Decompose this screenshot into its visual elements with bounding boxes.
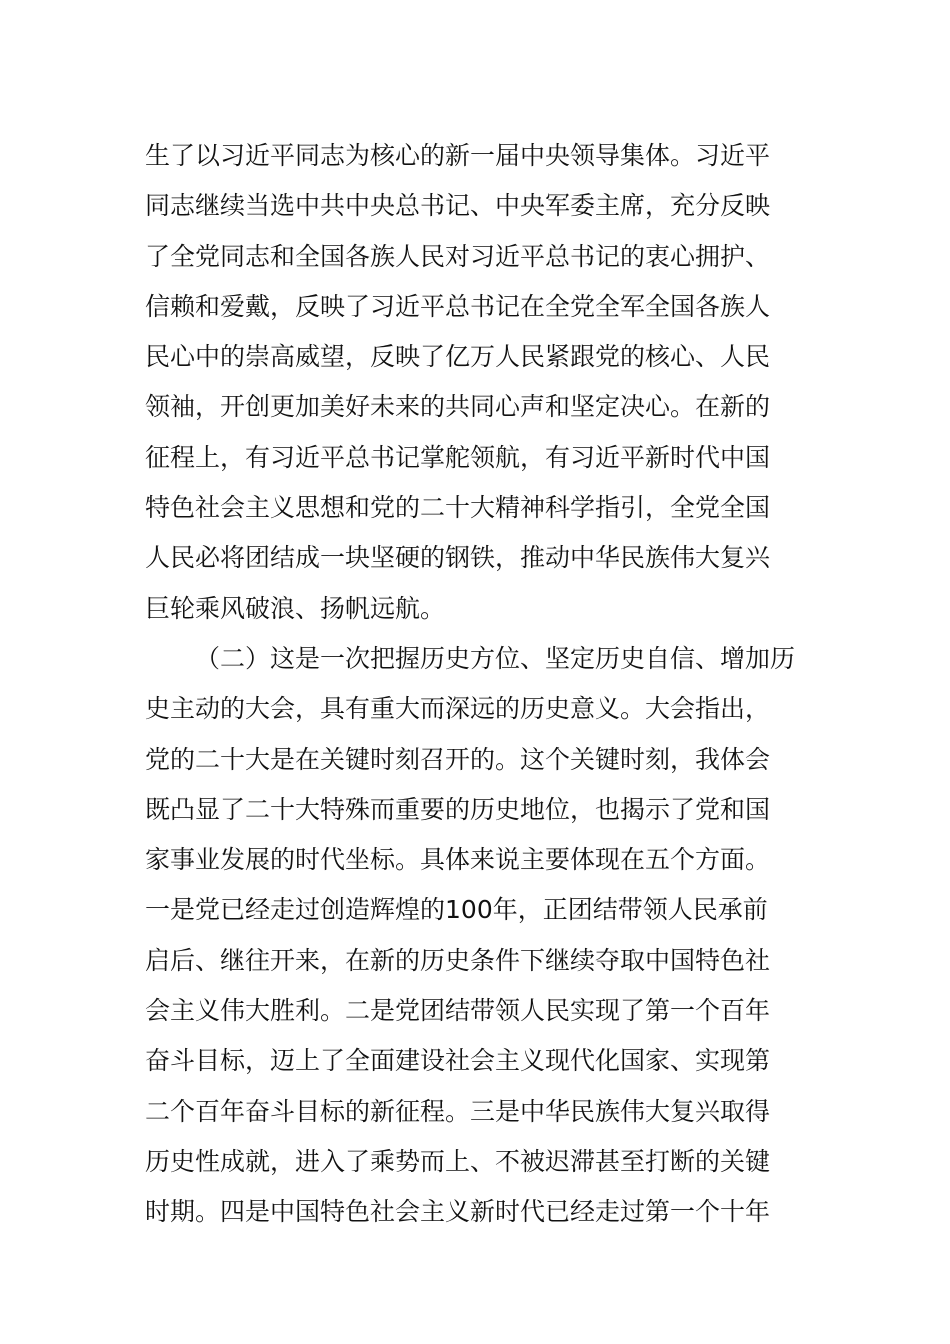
text-line: 了全党同志和全国各族人民对习近平总书记的衷心拥护、 <box>145 241 771 271</box>
text-line: 既凸显了二十大特殊而重要的历史地位，也揭示了党和国 <box>145 794 771 824</box>
text-line: 民心中的崇高威望，反映了亿万人民紧跟党的核心、人民 <box>145 342 771 372</box>
text-line: 党的二十大是在关键时刻召开的。这个关键时刻，我体会 <box>145 744 771 774</box>
text-line: 时期。四是中国特色社会主义新时代已经走过第一个十年 <box>145 1197 771 1227</box>
text-line: 征程上，有习近平总书记掌舵领航，有习近平新时代中国 <box>145 442 771 472</box>
text-line: 史主动的大会，具有重大而深远的历史意义。大会指出， <box>145 694 771 724</box>
paragraph-1 <box>145 131 815 634</box>
text-line: （二）这是一次把握历史方位、坚定历史自信、增加历 <box>195 643 796 673</box>
text-line: 历史性成就，进入了乘势而上、不被迟滞甚至打断的关键 <box>145 1146 771 1176</box>
text-line: 特色社会主义思想和党的二十大精神科学指引，全党全国 <box>145 493 771 523</box>
text-line: 二个百年奋斗目标的新征程。三是中华民族伟大复兴取得 <box>145 1096 771 1126</box>
paragraph-2 <box>145 634 815 1238</box>
text-line: 会主义伟大胜利。二是党团结带领人民实现了第一个百年 <box>145 996 771 1026</box>
text-line: 人民必将团结成一块坚硬的钢铁，推动中华民族伟大复兴 <box>145 543 771 573</box>
text-line: 家事业发展的时代坐标。具体来说主要体现在五个方面。 <box>145 845 771 875</box>
text-line: 巨轮乘风破浪、扬帆远航。 <box>145 593 446 623</box>
document-body <box>145 131 815 1238</box>
text-line: 生了以习近平同志为核心的新一届中央领导集体。习近平 <box>145 141 771 170</box>
text-line: 启后、继往开来，在新的历史条件下继续夺取中国特色社 <box>145 945 771 975</box>
text-line: 信赖和爱戴，反映了习近平总书记在全党全军全国各族人 <box>145 291 771 321</box>
text-line: 奋斗目标，迈上了全面建设社会主义现代化国家、实现第 <box>145 1046 771 1076</box>
text-line: 同志继续当选中共中央总书记、中央军委主席，充分反映 <box>145 191 771 221</box>
text-line: 领袖，开创更加美好未来的共同心声和坚定决心。在新的 <box>145 392 771 422</box>
text-line: 一是党已经走过创造辉煌的100年，正团结带领人民承前 <box>145 895 768 925</box>
